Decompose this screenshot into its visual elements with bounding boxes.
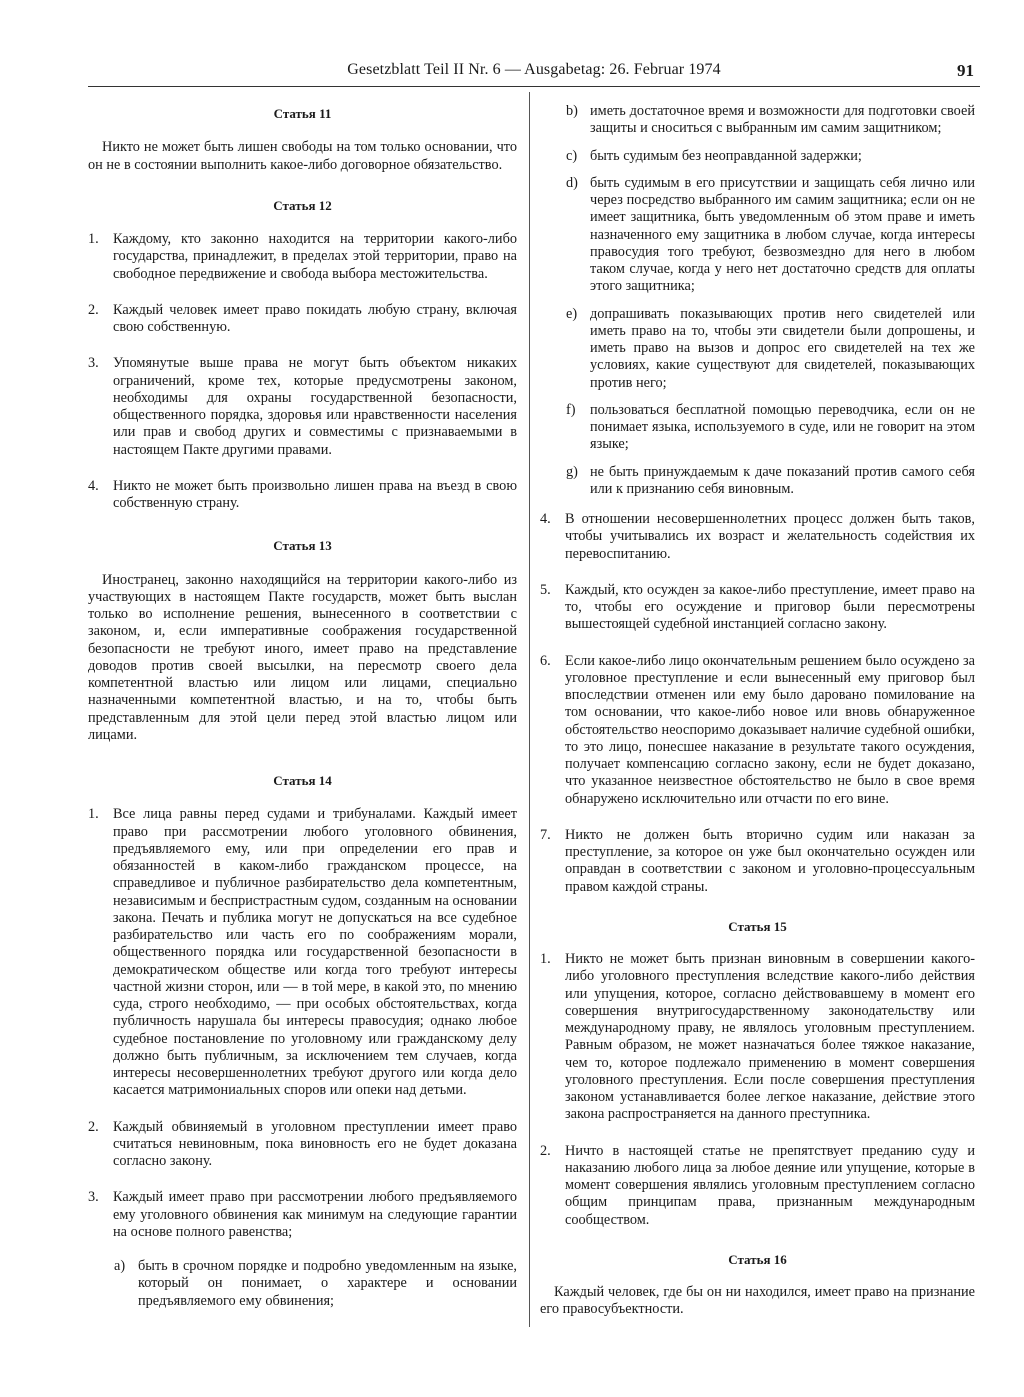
item-number: 3. (88, 1189, 99, 1206)
item-text: Никто не может быть признан виновным в совершении какого-либо уголовного преступления вследствие какого-либо действия или упущения, которое, согласно действовавшему в момент его совершения внутригосударственному законодательству или международному праву, не являлось уголовным преступлением. Равным образом, не может назначаться более тяжкое наказание, чем то, которое подлежало применению в момент совершения уголовного преступления. Если после совершения преступления законом устанавливается более легкое наказание, действие этого закона распространяется на данного преступника. (565, 951, 975, 1123)
article-14-sub-f (566, 402, 975, 454)
article-14-item-4 (540, 511, 975, 563)
article-16-text: Каждый человек, где бы он ни находился, имеет право на признание его правосубъектности. (540, 1284, 975, 1318)
sub-item-text: быть в срочном порядке и подробно уведомленным на языке, который он понимает, о характере и основании предъявляемого ему обвинения; (138, 1258, 517, 1309)
article-11-heading: Статья 11 (273, 106, 332, 121)
item-text: Каждый человек имеет право покидать любую страну, включая свою собственную. (113, 301, 517, 335)
item-number: 4. (88, 477, 99, 494)
item-number: 1. (88, 231, 99, 247)
sub-item-letter: e) (566, 305, 578, 322)
item-number: 7. (540, 826, 551, 843)
article-15-heading: Статья 15 (728, 918, 787, 934)
article-13-text: Иностранец, законно находящийся на территории какого-либо из участвующих в настоящем Пакте государств, может быть выслан только во исполнение решения, вынесенного в соответствии с законом, и, если императивные соображения государственной безопасности не требуют иного, имеет право на представление доводов против своей высылки, на пересмотр своего дела компетентной властью или лицом или лицами, специально назначенными компетентной властью, и на то, чтобы быть представленным для этой цели перед этой властью лицом или лицами. (88, 571, 517, 743)
item-text: Каждый имеет право при рассмотрении любого предъявляемого ему уголовного обвинения как минимум на следующие гарантии на основе полного равенства; (113, 1189, 517, 1240)
sub-item-letter: d) (566, 174, 578, 191)
item-number: 2. (88, 301, 99, 318)
item-number: 1. (540, 951, 551, 967)
article-14-sub-e (566, 306, 975, 392)
item-text: Если какое-либо лицо окончательным решением было осуждено за уголовное преступление и если вынесенный ему приговор был впоследствии отменен или ему было даровано помилование на том основании, что какое-либо новое или вновь обнаруженное обстоятельство неоспоримо доказывает наличие судебной ошибки, то это лицо, понесшее наказание в результате такого осуждения, получает компенсацию согласно закону, если не будет доказано, что указанное неизвестное обстоятельство не было в свое время обнаружено исключительно или отчасти по его вине. (565, 652, 975, 807)
article-14-sub-b (566, 103, 975, 138)
article-14-item-3 (88, 1189, 517, 1241)
right-column (540, 100, 975, 1319)
sub-item-letter: c) (566, 147, 578, 164)
item-text: Никто не может быть произвольно лишен права на въезд в свою собственную страну. (113, 477, 517, 511)
article-14-item-5 (540, 582, 975, 634)
article-12-heading: Статья 12 (273, 197, 332, 213)
sub-item-text: быть судимым в его присутствии и защищать себя лично или через посредство выбранного им самим защитника; если он не имеет защитника, быть уведомленным об этом праве и иметь назначенного ему защитника в любом случае, когда интересы правосудия того требуют, безвозмездно для него в любом таком случае, когда у него нет достаточно средств для оплаты этого защитника; (590, 174, 975, 295)
page-header (88, 58, 980, 87)
article-12-item-3 (88, 355, 517, 459)
header-title: Gesetzblatt Teil II Nr. 6 — Ausgabetag: 26. Februar 1974 (347, 61, 721, 78)
item-text: Все лица равны перед судами и трибуналами. Каждый имеет право при рассмотрении любого уголовного обвинения, предъявляемого ему, или при определении его прав и обязанностей в каком-либо гражданском процессе, на справедливое и публичное разбирательство дела компетентным, независимым и беспристрастным судом, созданным на основании закона. Печать и публика могут не допускаться на все судебное разбирательство или часть его по соображениям морали, общественного порядка или государственной безопасности в демократическом обществе или когда того требуют интересы частной жизни сторон, или — в той мере, в какой это, по мнению суда, строго необходимо, — при особых обстоятельствах, когда публичность нарушала бы интересы правосудия; однако любое судебное постановление по уголовному или гражданскому делу должно быть публичным, за исключением тем случаев, когда интересы несовершеннолетних требуют другого или когда дело касается матримониальных споров или опеки над детьми. (113, 806, 517, 1099)
article-15-item-2 (540, 1143, 975, 1229)
page-number: 91 (957, 61, 974, 80)
item-text: Упомянутые выше права не могут быть объектом никаких ограничений, кроме тех, которые предусмотрены законом, необходимы для охраны государственной безопасности, общественного порядка, здоровья или нравственности населения или прав и свобод других и совместимы с признаваемыми в настоящем Пакте другими правами. (113, 355, 517, 458)
article-12-item-2 (88, 302, 517, 337)
sub-item-letter: g) (566, 463, 578, 480)
sub-item-text: допрашивать показывающих против него свидетелей или иметь право на то, чтобы эти свидетели были допрошены, и иметь право на вызов и допрос его свидетелей на тех же условиях, какие существуют для свидетелей, показывающих против него; (590, 305, 975, 391)
article-14-sub-g (566, 464, 975, 499)
item-text: Никто не должен быть вторично судим или наказан за преступление, за которое он уже был окончательно осужден или оправдан в соответствии с законом и уголовно-процессуальным правом каждой страны. (565, 826, 975, 895)
article-14-item-1 (88, 806, 517, 1099)
item-number: 3. (88, 355, 99, 372)
article-16-heading: Статья 16 (728, 1251, 787, 1267)
article-14-sub-d (566, 175, 975, 296)
sub-item-text: пользоваться бесплатной помощью переводчика, если он не понимает языка, используемого в суде, или не говорит на этом языке; (590, 401, 975, 453)
article-14-sub-c (566, 148, 975, 165)
sub-item-text: иметь достаточное время и возможности для подготовки своей защиты и сноситься с выбранным им самим защитником; (590, 103, 975, 137)
item-number: 4. (540, 511, 551, 527)
article-14-item-2 (88, 1119, 517, 1171)
item-number: 6. (540, 652, 551, 669)
item-text: Ничто в настоящей статье не препятствует преданию суду и наказанию любого лица за любое деяние или упущение, которые в момент совершения являлись уголовным преступлением согласно общим принципам права, признанным международным сообществом. (565, 1142, 975, 1228)
left-column (88, 100, 517, 1310)
article-12-item-4 (88, 478, 517, 513)
sub-item-letter: f) (566, 401, 576, 418)
article-11-text: Никто не может быть лишен свободы на том только основании, что он не в состоянии выполнить какое-либо договорное обязательство. (88, 139, 517, 173)
article-14-item-7 (540, 827, 975, 896)
item-number: 1. (88, 806, 99, 823)
item-text: В отношении несовершеннолетних процесс должен быть таков, чтобы учитывались их возраст и желательность содействия их перевоспитанию. (565, 511, 975, 562)
sub-item-letter: b) (566, 103, 578, 119)
item-number: 2. (88, 1118, 99, 1135)
sub-item-text: быть судимым без неоправданной задержки; (590, 147, 862, 164)
article-15-item-1 (540, 951, 975, 1124)
article-12-item-1 (88, 231, 517, 283)
item-text: Каждый обвиняемый в уголовном преступлении имеет право считаться невиновным, пока виновность его не будет доказана согласно закону. (113, 1118, 517, 1169)
article-14-item-6 (540, 653, 975, 808)
article-14-sub-a (114, 1258, 517, 1310)
item-number: 2. (540, 1142, 551, 1159)
article-13-heading: Статья 13 (273, 538, 332, 554)
item-number: 5. (540, 581, 551, 598)
sub-item-letter: a) (114, 1258, 126, 1274)
column-divider (529, 92, 530, 1327)
item-text: Каждому, кто законно находится на территории какого-либо государства, принадлежит, в пределах этой территории, право на свободное передвижение и свобода выбора местожительства. (113, 231, 517, 282)
item-text: Каждый, кто осужден за какое-либо преступление, имеет право на то, чтобы его осуждение и приговор были пересмотрены вышестоящей судебной инстанцией согласно закону. (565, 581, 975, 633)
article-14-heading: Статья 14 (273, 773, 332, 788)
sub-item-text: не быть принуждаемым к даче показаний против самого себя или к признанию себя виновным. (590, 463, 975, 497)
